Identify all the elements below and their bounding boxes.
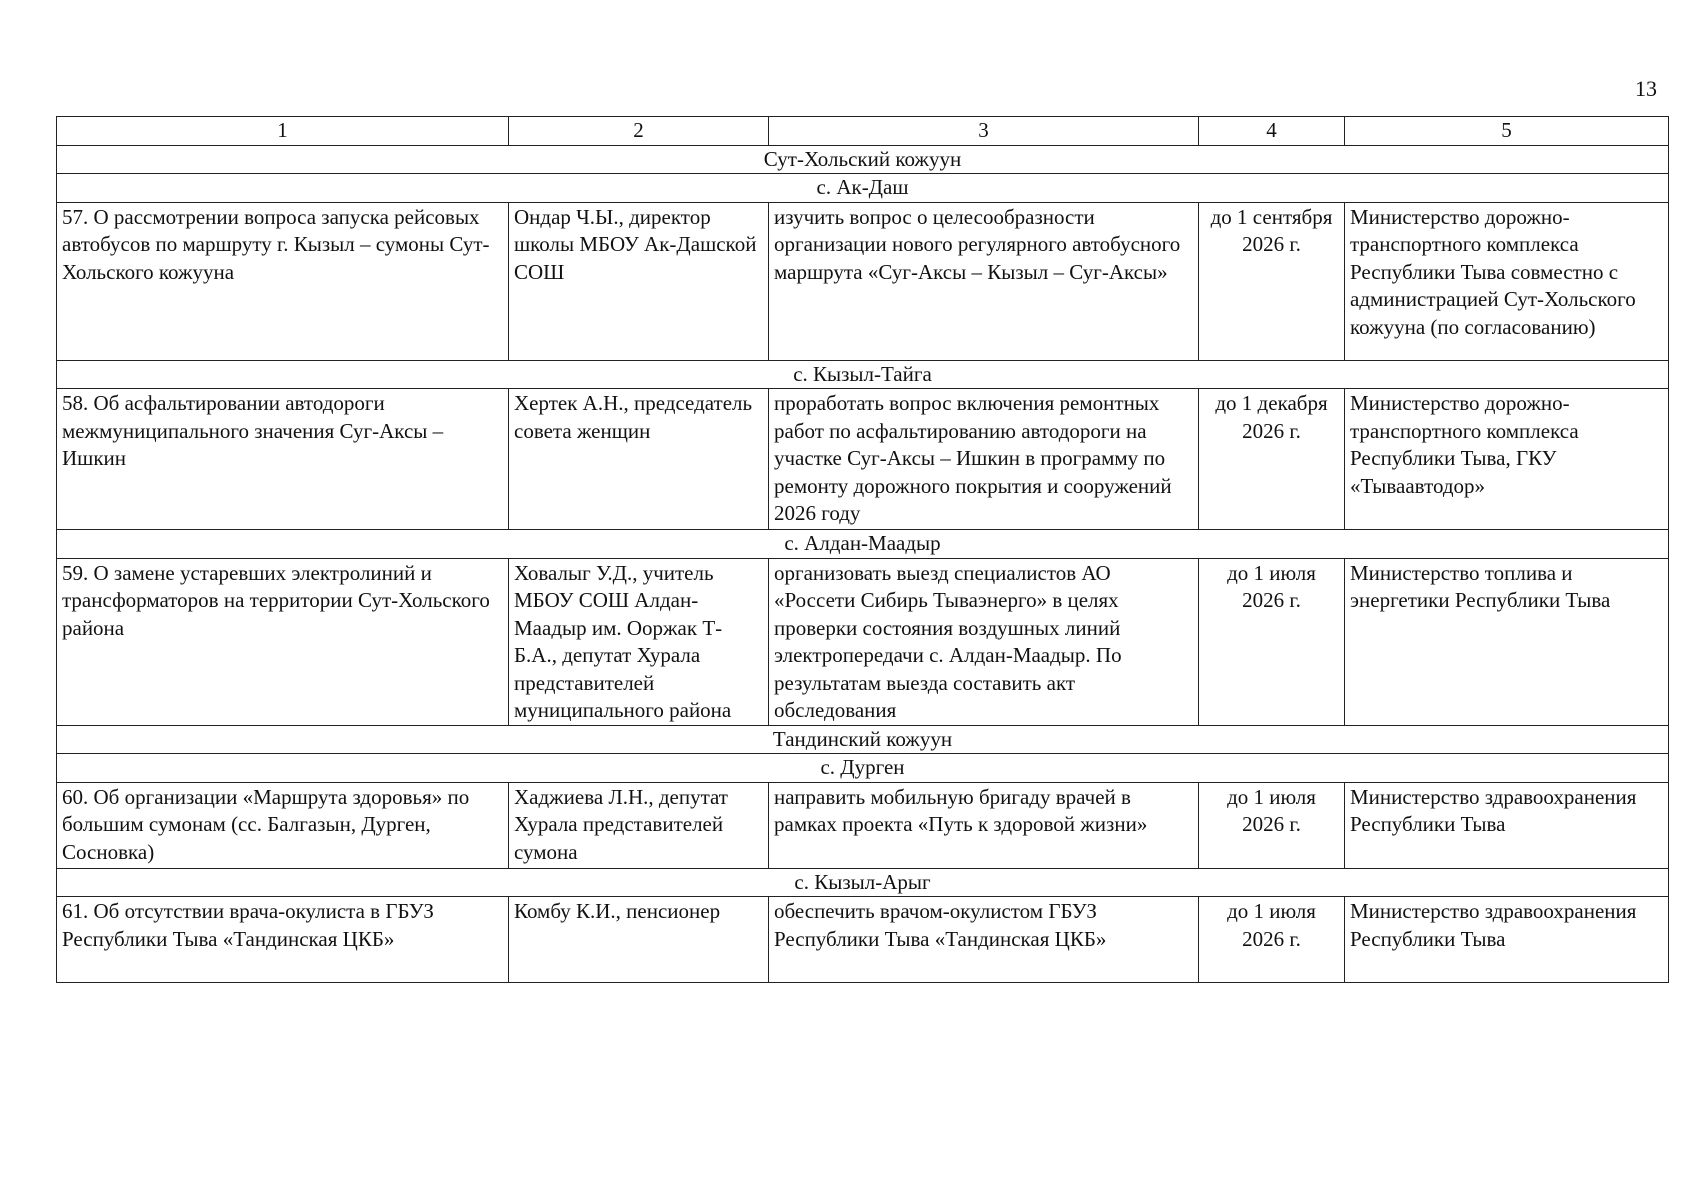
settlement-heading-row [57,530,1669,559]
column-number-row [57,117,1669,146]
author-cell: Хертек А.Н., председатель совета женщин [509,389,769,530]
responsible-cell: Министерство топлива и энергетики Республики Тыва [1345,558,1669,725]
action-cell: обеспечить врачом-окулистом ГБУЗ Республики Тыва «Тандинская ЦКБ» [769,897,1199,983]
settlement-heading: с. Кызыл-Тайга [57,360,1669,389]
action-plan-table [56,116,1669,983]
issue-cell: 61. Об отсутствии врача-окулиста в ГБУЗ Республики Тыва «Тандинская ЦКБ» [57,897,509,983]
deadline-cell: до 1 сентября 2026 г. [1199,202,1345,360]
settlement-heading: с. Дурген [57,754,1669,783]
page-number: 13 [1635,76,1657,101]
settlement-heading-row [57,360,1669,389]
column-number: 5 [1345,117,1669,146]
author-cell: Ондар Ч.Ы., директор школы МБОУ Ак-Дашской СОШ [509,202,769,360]
author-cell: Хаджиева Л.Н., депутат Хурала представителей сумона [509,782,769,868]
table-row [57,389,1669,530]
table-row [57,897,1669,983]
column-number: 3 [769,117,1199,146]
deadline-cell: до 1 декабря 2026 г. [1199,389,1345,530]
district-heading: Сут-Хольский кожуун [57,145,1669,174]
settlement-heading-row [57,868,1669,897]
action-cell: направить мобильную бригаду врачей в рамках проекта «Путь к здоровой жизни» [769,782,1199,868]
table-row [57,782,1669,868]
settlement-heading: с. Ак-Даш [57,174,1669,203]
column-number: 2 [509,117,769,146]
settlement-heading-row [57,754,1669,783]
action-cell: изучить вопрос о целесообразности организации нового регулярного автобусного маршрута «Суг-Аксы – Кызыл – Суг-Аксы» [769,202,1199,360]
column-number: 1 [57,117,509,146]
settlement-heading: с. Кызыл-Арыг [57,868,1669,897]
issue-cell: 58. Об асфальтировании автодороги межмуниципального значения Суг-Аксы – Ишкин [57,389,509,530]
responsible-cell: Министерство дорожно-транспортного комплекса Республики Тыва совместно с администрацией Сут-Хольского кожууна (по согласованию) [1345,202,1669,360]
deadline-cell: до 1 июля 2026 г. [1199,782,1345,868]
district-heading: Тандинский кожуун [57,725,1669,754]
author-cell: Комбу К.И., пенсионер [509,897,769,983]
district-heading-row [57,725,1669,754]
settlement-heading-row [57,174,1669,203]
table-row [57,202,1669,360]
table-body [57,117,1669,983]
issue-cell: 57. О рассмотрении вопроса запуска рейсовых автобусов по маршруту г. Кызыл – сумоны Сут-Хольского кожууна [57,202,509,360]
deadline-cell: до 1 июля 2026 г. [1199,897,1345,983]
issue-cell: 60. Об организации «Маршрута здоровья» по большим сумонам (сс. Балгазын, Дурген, Сосновка) [57,782,509,868]
responsible-cell: Министерство дорожно-транспортного комплекса Республики Тыва, ГКУ «Тываавтодор» [1345,389,1669,530]
district-heading-row [57,145,1669,174]
issue-cell: 59. О замене устаревших электролиний и трансформаторов на территории Сут-Хольского района [57,558,509,725]
table-row [57,558,1669,725]
settlement-heading: с. Алдан-Маадыр [57,530,1669,559]
action-cell: организовать выезд специалистов АО «Россети Сибирь Тываэнерго» в целях проверки состояния воздушных линий электропередачи с. Алдан-Маадыр. По результатам выезда составить акт обследования [769,558,1199,725]
responsible-cell: Министерство здравоохранения Республики Тыва [1345,782,1669,868]
responsible-cell: Министерство здравоохранения Республики Тыва [1345,897,1669,983]
action-cell: проработать вопрос включения ремонтных работ по асфальтированию автодороги на участке Суг-Аксы – Ишкин в программу по ремонту дорожного покрытия и сооружений 2026 году [769,389,1199,530]
deadline-cell: до 1 июля 2026 г. [1199,558,1345,725]
author-cell: Ховалыг У.Д., учитель МБОУ СОШ Алдан-Маадыр им. Ооржак Т-Б.А., депутат Хурала представителей муниципального района [509,558,769,725]
column-number: 4 [1199,117,1345,146]
